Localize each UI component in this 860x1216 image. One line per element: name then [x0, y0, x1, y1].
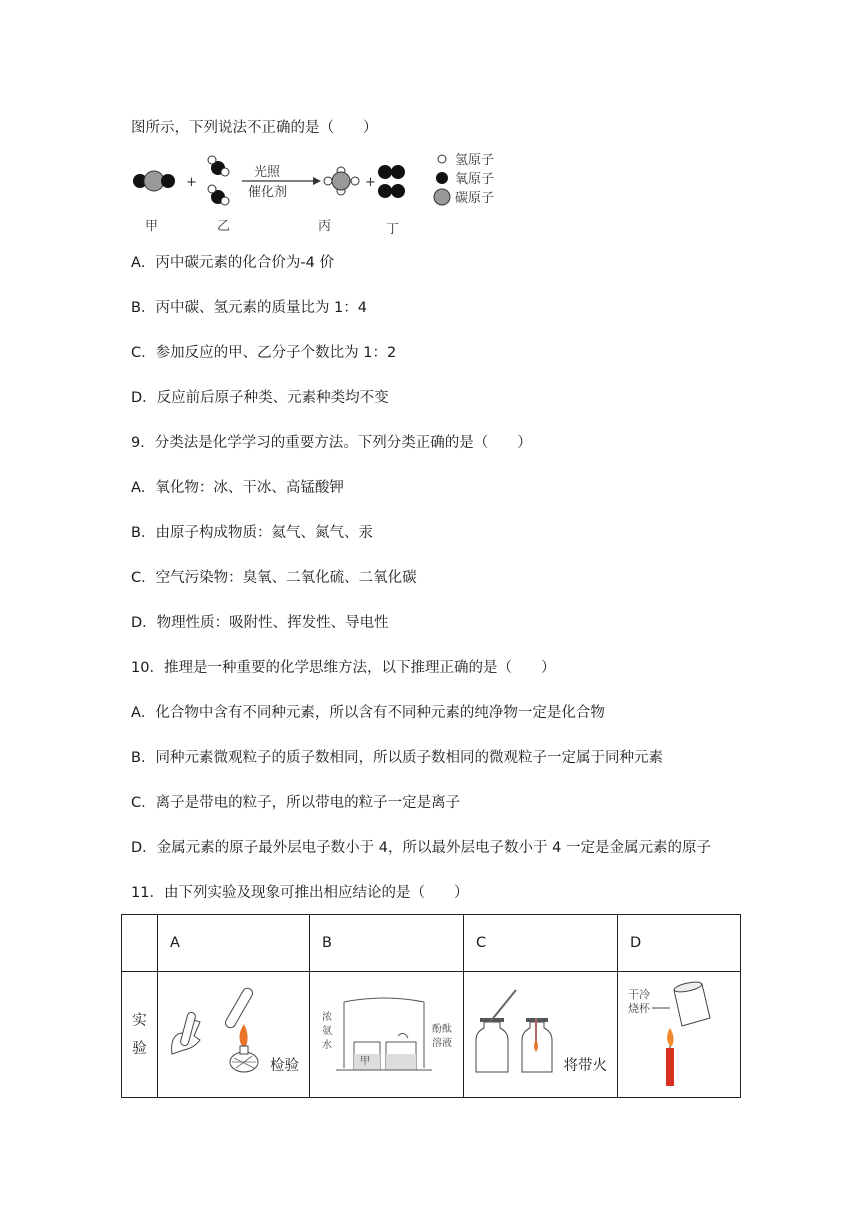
reaction-diagram	[128, 150, 528, 240]
q10-option-b: B．同种元素微观粒子的质子数相同，所以质子数相同的微观粒子一定属于同种元素	[131, 750, 663, 766]
experiment-table	[121, 914, 741, 1098]
header-c-label: C	[476, 935, 487, 951]
experiment-row	[122, 972, 741, 1098]
molecule-yi	[208, 156, 229, 205]
molecule-jia	[133, 171, 175, 191]
q10-option-a: A．化合物中含有不同种元素，所以含有不同种元素的纯净物一定是化合物	[131, 705, 605, 721]
q8-option-c: C．参加反应的甲、乙分子个数比为 1：2	[131, 345, 397, 361]
q9-option-a: A．氧化物：冰、干冰、高锰酸钾	[131, 480, 344, 496]
plus-sign: +	[186, 175, 197, 190]
q9-option-d: D．物理性质：吸附性、挥发性、导电性	[131, 615, 389, 631]
table-corner-cell	[122, 915, 158, 972]
test-tube-and-burner-illustration	[164, 984, 274, 1084]
label-jia: 甲	[145, 219, 159, 234]
q11-stem: 11．由下列实验及现象可推出相应结论的是（ ）	[131, 885, 469, 901]
experiment-cell-a	[158, 972, 310, 1098]
candle-and-beaker-illustration	[622, 980, 732, 1095]
header-cell-a	[158, 915, 310, 972]
q9-stem: 9．分类法是化学学习的重要方法。下列分类正确的是（ ）	[131, 435, 532, 451]
q10-option-d: D．金属元素的原子最外层电子数小于 4，所以最外层电子数小于 4 一定是金属元素的原子	[131, 840, 711, 856]
experiment-cell-d	[618, 972, 741, 1098]
q10-option-c: C．离子是带电的粒子，所以带电的粒子一定是离子	[131, 795, 461, 811]
table-header-row	[122, 915, 741, 972]
q9-option-b: B．由原子构成物质：氦气、氮气、汞	[131, 525, 373, 541]
q9-option-c: C．空气污染物：臭氧、二氧化硫、二氧化碳	[131, 570, 417, 586]
label-ammonia: 氨	[322, 1026, 332, 1037]
label-bing: 丙	[318, 219, 332, 234]
label-water: 水	[322, 1040, 332, 1051]
molecule-ding	[378, 165, 405, 198]
molecule-bing	[324, 167, 359, 195]
label-concentrated: 浓	[322, 1012, 332, 1023]
experiment-cell-b	[310, 972, 464, 1098]
label-solution: 溶液	[432, 1038, 452, 1049]
q8-option-a: A．丙中碳元素的化合价为-4 价	[131, 255, 334, 271]
row-label-char-1: 实	[132, 1012, 147, 1029]
legend-carbon: 碳原子	[455, 191, 495, 206]
header-cell-c	[464, 915, 618, 972]
label-beaker: 烧杯	[628, 1002, 650, 1015]
cell-a-text: 检验	[270, 1058, 299, 1074]
ammonia-beaker-illustration	[316, 980, 456, 1090]
header-cell-b	[310, 915, 464, 972]
label-dry-cold: 干冷	[628, 988, 650, 1001]
row-label-cell	[122, 972, 158, 1098]
legend-hydrogen: 氢原子	[455, 153, 495, 168]
q8-option-d: D．反应前后原子种类、元素种类均不变	[131, 390, 389, 406]
plus-sign: +	[365, 175, 376, 190]
legend-oxygen: 氧原子	[455, 172, 495, 187]
row-label-char-2: 验	[132, 1040, 147, 1057]
header-d-label: D	[630, 935, 642, 951]
arrow-bottom-label: 催化剂	[248, 185, 288, 200]
gas-bottles-illustration	[470, 986, 560, 1086]
cell-c-text: 将带火	[563, 1058, 607, 1074]
label-ding: 丁	[386, 222, 400, 237]
experiment-cell-c	[464, 972, 618, 1098]
arrow-top-label: 光照	[254, 165, 281, 180]
legend	[434, 153, 494, 206]
q8-option-b: B．丙中碳、氢元素的质量比为 1：4	[131, 300, 368, 316]
label-beaker-jia: 甲	[360, 1056, 370, 1067]
header-a-label: A	[170, 935, 180, 951]
header-b-label: B	[322, 935, 332, 951]
label-phenolphthalein: 酚酞	[432, 1024, 452, 1035]
q10-stem: 10．推理是一种重要的化学思维方法，以下推理正确的是（ ）	[131, 660, 556, 676]
header-cell-d	[618, 915, 741, 972]
label-yi: 乙	[217, 219, 231, 234]
question-intro: 图所示，下列说法不正确的是（ ）	[131, 120, 378, 136]
